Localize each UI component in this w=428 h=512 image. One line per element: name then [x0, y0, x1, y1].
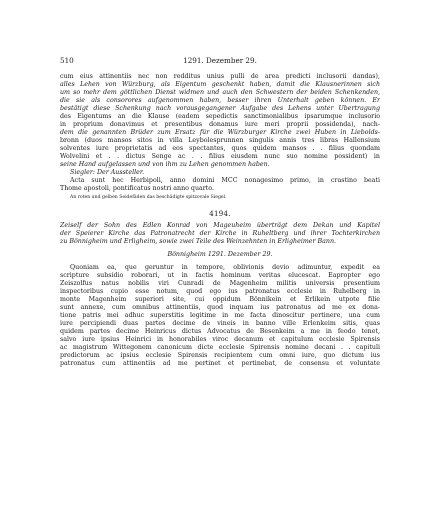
- regest-line: zu Bönnigheim und Erligheim, sowie zwei Teile des Weinzehnten in Erligheimer Bann.: [60, 238, 337, 245]
- body-line: patronatus cum attinentiis ad me pertinet et pertinebat, de consensu et voluntate: [60, 360, 380, 367]
- place-date: Bönnigheim 1291. Dezember 29.: [167, 251, 273, 258]
- body-line: inspectoribus cupio esse notum, quod ego ius patronatus ecclesie in Ruhelberg in: [60, 288, 380, 295]
- text-line: dem die genannten Brüder zum Ersatz für die Würzburger Kirche zwei Huben in Liebolds-: [60, 129, 380, 136]
- text-line: um so mehr dem göttlichen Dienst widmen und auch den Schwestern der beiden Schenkenden,: [60, 89, 380, 96]
- body-line: sunt annexe, cum omnibus attinentiis, quod inquam ius patronatus ad me ex dona-: [60, 304, 380, 311]
- page-number: 510: [60, 56, 74, 65]
- text-line: seine Hand aufgelassen und von ihm zu Lehen genommen haben.: [60, 161, 270, 168]
- body-line: salvo iure ipsius Heinrici in honorabiles virос decanum et capitulum ecclesie Spirensis: [60, 336, 380, 343]
- body-line: quidem partes decime Heinricus dictus Advocatus de Besenkeim a me in feodo tenet,: [60, 328, 380, 335]
- running-title: 1291. Dezember 29.: [183, 56, 257, 65]
- body-line: monte Magenheim superiori site, cui oppidum Bönnikein et Erlikein utpote filie: [60, 296, 380, 303]
- text-line: Thome apostoli, pontificatus nostri anno quarto.: [60, 185, 214, 192]
- sealer-line: Siegler: Der Aussteller.: [70, 169, 145, 176]
- text-line: bestätigt diese Schenkung nach vorausgegangener Aufgabe des Lehens unter Übertragung: [60, 105, 380, 112]
- text-line: solventes iure proprietatis ad eos spectantes, quos quidem mansos . . filius quondam: [60, 145, 380, 152]
- text-line: Wolvelini et . . dictus Senge ac . . filius eiusdem nunc suo nomine possident) in: [60, 153, 380, 160]
- body-line: iure percipiendi duas partes decime de vineis in banno ville Erlenkeim sitis, quas: [60, 320, 380, 327]
- document-number: 4194.: [209, 210, 231, 218]
- text-line: in proprium donavimus et presentibus donamus iure meri proprii possidenda), nach-: [60, 121, 380, 128]
- body-line: Zeiszolfus natus nobilis viri Cunradi de Magenheim militis universis presentium: [60, 280, 380, 287]
- body-line: ac magistrum Wittegonem canonicum dicte ecclesie Spirensis nomine decani . . capituli: [60, 344, 380, 351]
- text-line: bronn (duos mansos sitos in villa Leybolesprunnen singulis annis tres libras Hallensium: [60, 137, 380, 144]
- seal-note: An roten und gelben Seidefäden das beschädigte spitzovale Siegel.: [70, 195, 227, 200]
- regest-line: Zeiself der Sohn des Edlen Konrad von Mageuheim überträgt dem Dekan und Kapitel: [60, 222, 380, 229]
- body-line: tione patris mei adhuc superstitis legitime in me facta dinoscitur pertinere, una cum: [60, 312, 380, 319]
- page-header: [60, 56, 380, 68]
- body-line: predictorum ac ipsius ecclesie Spirensis recipientem cum omni iure, quo dictum ius: [60, 352, 380, 359]
- body-line: Quoniam ea, que geruntur in tempore, oblivionis devio adimuntur, expedit ea: [70, 264, 380, 271]
- text-line: cum eius attinentiis nec non redditus unius pulli de area predicti inclusorii dandas),: [60, 73, 380, 80]
- text-line: die sie als consorores aufgenommen haben, besser ihren Unterhalt geben können. Er: [60, 97, 380, 104]
- regest-line: der Speierer Kirche das Patronatrecht der Kirche in Ruheltberg und ihrer Tochterkirchen: [60, 230, 380, 237]
- text-line: alles Lehen von Würzburg, als Eigentum geschenkt haben, damit die Klausnerinnen sich: [60, 81, 380, 88]
- body-line: scripture subsidio roborari, ut in factis hominum veritas elucescat. Eapropter ego: [60, 272, 380, 279]
- text-line: des Eigentums an die Klause (eadem sepedictis sanctimonialibus ipsarumque inclusorio: [60, 113, 380, 120]
- text-line: Acta sunt hec Herbipoli, anno domini MCC nonagesimo primo, in crastino beati: [70, 177, 380, 184]
